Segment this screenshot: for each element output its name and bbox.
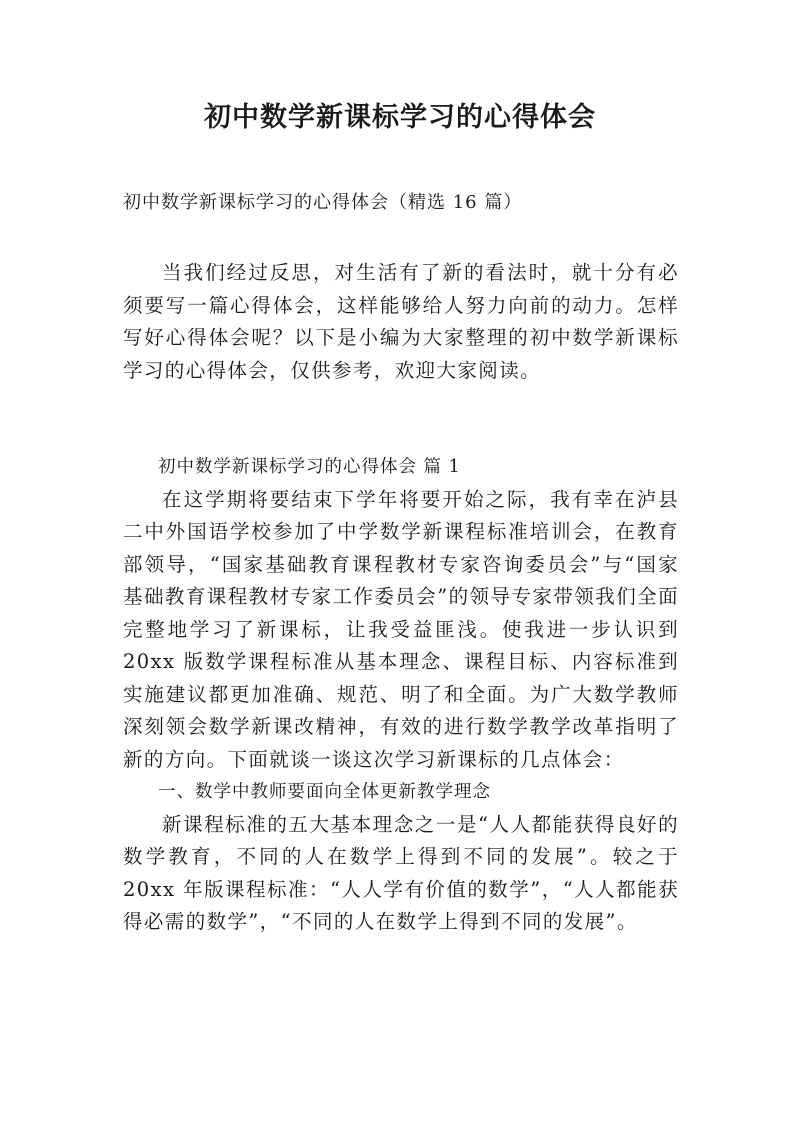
document-title: 初中数学新课标学习的心得体会 [204, 102, 596, 133]
body-paragraph: 新课程标准的五大基本理念之一是“人人都能获得良好的数学教育，不同的人在数学上得到不同的发展”。较之于 20xx 年版课程标准：“人人学有价值的数学”，“人人都能获得必需的数学”，“不同的人在数学上得到不同的发展”。 [123, 812, 679, 933]
section-heading: 一、数学中教师要面向全体更新教学理念 [158, 782, 491, 802]
article-section [123, 451, 679, 939]
document-subtitle: 初中数学新课标学习的心得体会（精选 16 篇） [123, 192, 523, 213]
intro-section [123, 257, 679, 387]
article-heading: 初中数学新课标学习的心得体会 篇 1 [158, 457, 461, 477]
body-paragraph: 在这学期将要结束下学年将要开始之际，我有幸在泸县二中外国语学校参加了中学数学新课程标准培训会，在教育部领导，“国家基础教育课程教材专家咨询委员会”与“国家基础教育课程教材专家工作委员会”的领导专家带领我们全面完整地学习了新课标，让我受益匪浅。使我进一步认识到 20xx 版数学课程标准从基本理念、课程目标、内容标准到实施建议都更加准确、规范、明了和全面。为广大数学教师深刻领会数学新课改精神，有效的进行数学教学改革指明了新的方向。下面就谈一谈这次学习新课标的几点体会： [123, 487, 679, 771]
intro-paragraph: 当我们经过反思，对生活有了新的看法时，就十分有必须要写一篇心得体会，这样能够给人努力向前的动力。怎样写好心得体会呢？以下是小编为大家整理的初中数学新课标学习的心得体会，仅供参考，欢迎大家阅读。 [123, 261, 679, 382]
